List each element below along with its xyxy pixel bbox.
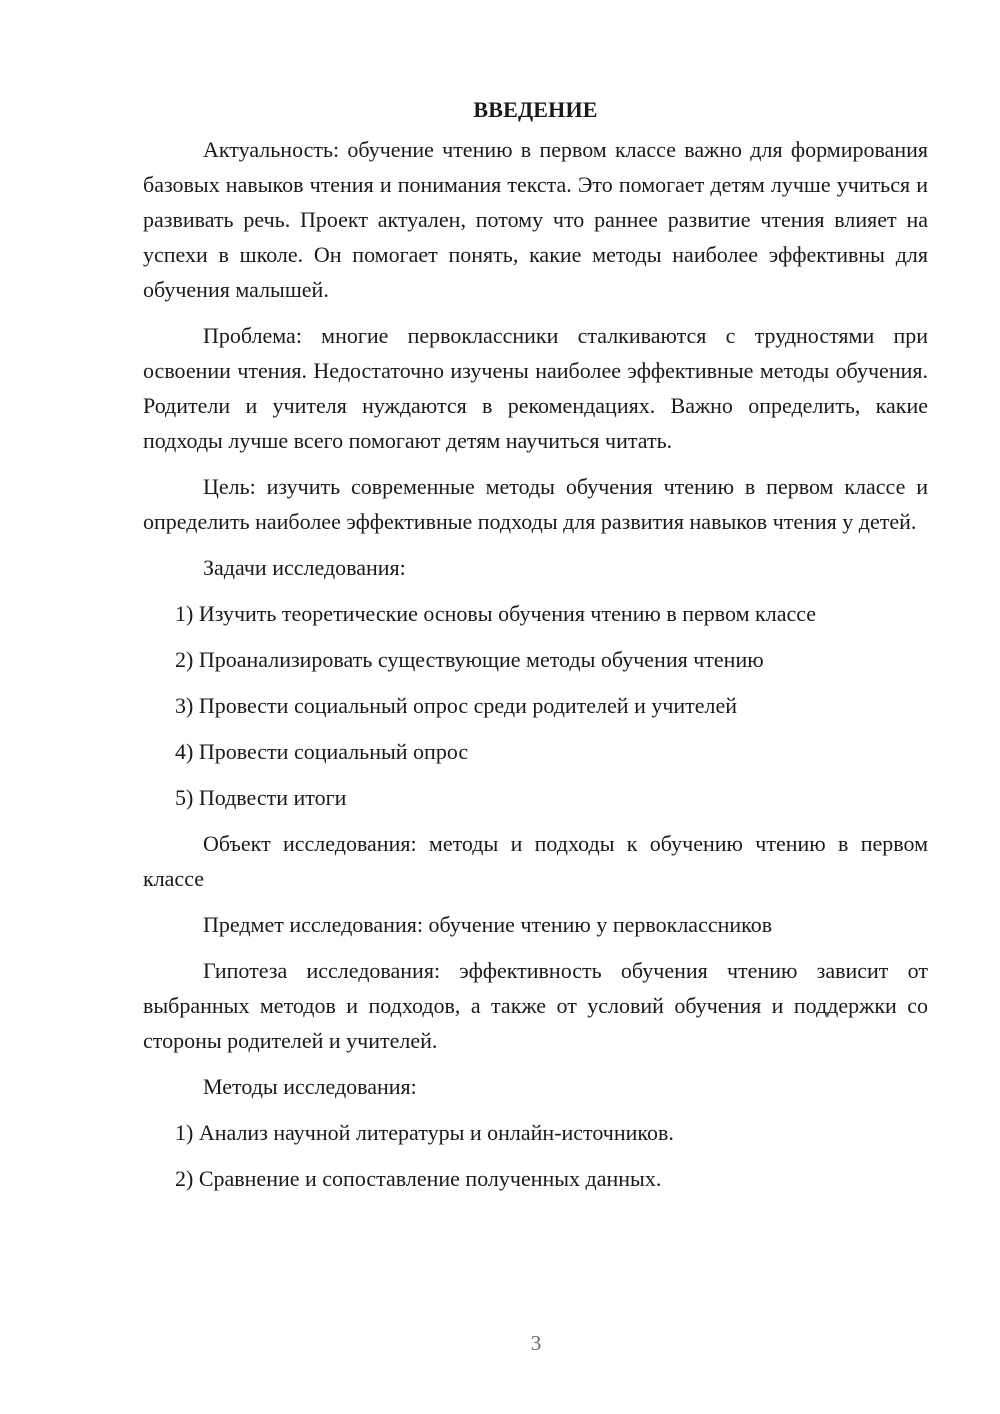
list-item-task-4: 4) Провести социальный опрос	[175, 739, 469, 764]
list-item-task-3: 3) Провести социальный опрос среди родителей и учителей	[175, 693, 738, 718]
list-item-method-2: 2) Сравнение и сопоставление полученных данных.	[175, 1166, 662, 1191]
list-item-task-2: 2) Проанализировать существующие методы обучения чтению	[175, 647, 764, 672]
methods-list	[143, 1115, 928, 1196]
object-paragraph: Объект исследования: методы и подходы к обучению чтению в первом классе	[143, 831, 928, 891]
goal-paragraph: Цель: изучить современные методы обучения чтению в первом классе и определить наиболее эффективные подходы для развития навыков чтения у детей.	[143, 474, 928, 534]
page-number: 3	[530, 1331, 542, 1355]
tasks-title: Задачи исследования:	[203, 555, 406, 580]
hypothesis-paragraph: Гипотеза исследования: эффективность обучения чтению зависит от выбранных методов и подходов, а также от условий обучения и поддержки со стороны родителей и учителей.	[143, 958, 928, 1053]
page-title: ВВЕДЕНИЕ	[473, 97, 598, 122]
subject-paragraph: Предмет исследования: обучение чтению у первоклассников	[203, 912, 773, 937]
tasks-list	[143, 596, 928, 815]
list-item-task-5: 5) Подвести итоги	[175, 785, 347, 810]
problem-paragraph: Проблема: многие первоклассники сталкиваются с трудностями при освоении чтения. Недостаточно изучены наиболее эффективные методы обучения. Родители и учителя нуждаются в рекомендациях. Важно определить, какие подходы лучше всего помогают детям научиться читать.	[143, 323, 928, 453]
methods-title: Методы исследования:	[203, 1074, 417, 1099]
list-item-task-1: 1) Изучить теоретические основы обучения чтению в первом классе	[175, 601, 817, 626]
list-item-method-1: 1) Анализ научной литературы и онлайн-источников.	[175, 1120, 674, 1145]
relevance-paragraph: Актуальность: обучение чтению в первом классе важно для формирования базовых навыков чтения и понимания текста. Это помогает детям лучше учиться и развивать речь. Проект актуален, потому что раннее развитие чтения влияет на успехи в школе. Он помогает понять, какие методы наиболее эффективны для обучения малышей.	[143, 137, 928, 302]
page-content	[143, 92, 928, 1207]
